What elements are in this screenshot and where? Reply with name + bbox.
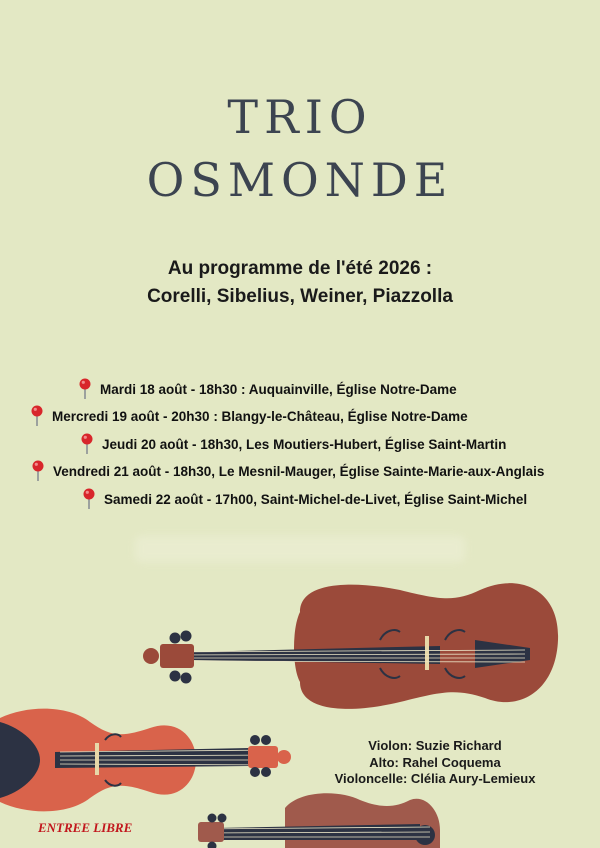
title-line-2: OSMONDE [146, 153, 454, 207]
cello-icon [143, 583, 558, 709]
violin-icon [0, 709, 291, 812]
programme-composers: Corelli, Sibelius, Weiner, Piazzolla [147, 286, 453, 307]
concert-date-text: Mercredi 19 août - 20h30 : Blangy-le-Château, Église Notre-Dame [52, 408, 468, 424]
programme-heading: Au programme de l'été 2026 : [167, 258, 433, 279]
musician-viola: Alto: Rahel Coquema [369, 754, 501, 770]
concert-date-text: Samedi 22 août - 17h00, Saint-Michel-de-Livet, Église Saint-Michel [104, 491, 528, 507]
musician-cello: Violoncelle: Clélia Aury-Lemieux [334, 771, 536, 786]
concert-date-text: Mardi 18 août - 18h30 : Auquainville, Église Notre-Dame [100, 381, 457, 397]
viola-icon [198, 793, 440, 848]
musician-violin: Violon: Suzie Richard [368, 738, 502, 753]
concert-date-text: Vendredi 21 août - 18h30, Le Mesnil-Mauger, Église Sainte-Marie-aux-Anglais [53, 463, 545, 479]
musicians-list [300, 738, 570, 788]
free-entry-label: ENTREE LIBRE [38, 820, 133, 835]
concert-date-text: Jeudi 20 août - 18h30, Les Moutiers-Hubert, Église Saint-Martin [102, 436, 507, 452]
title-line-1: TRIO [227, 90, 373, 144]
